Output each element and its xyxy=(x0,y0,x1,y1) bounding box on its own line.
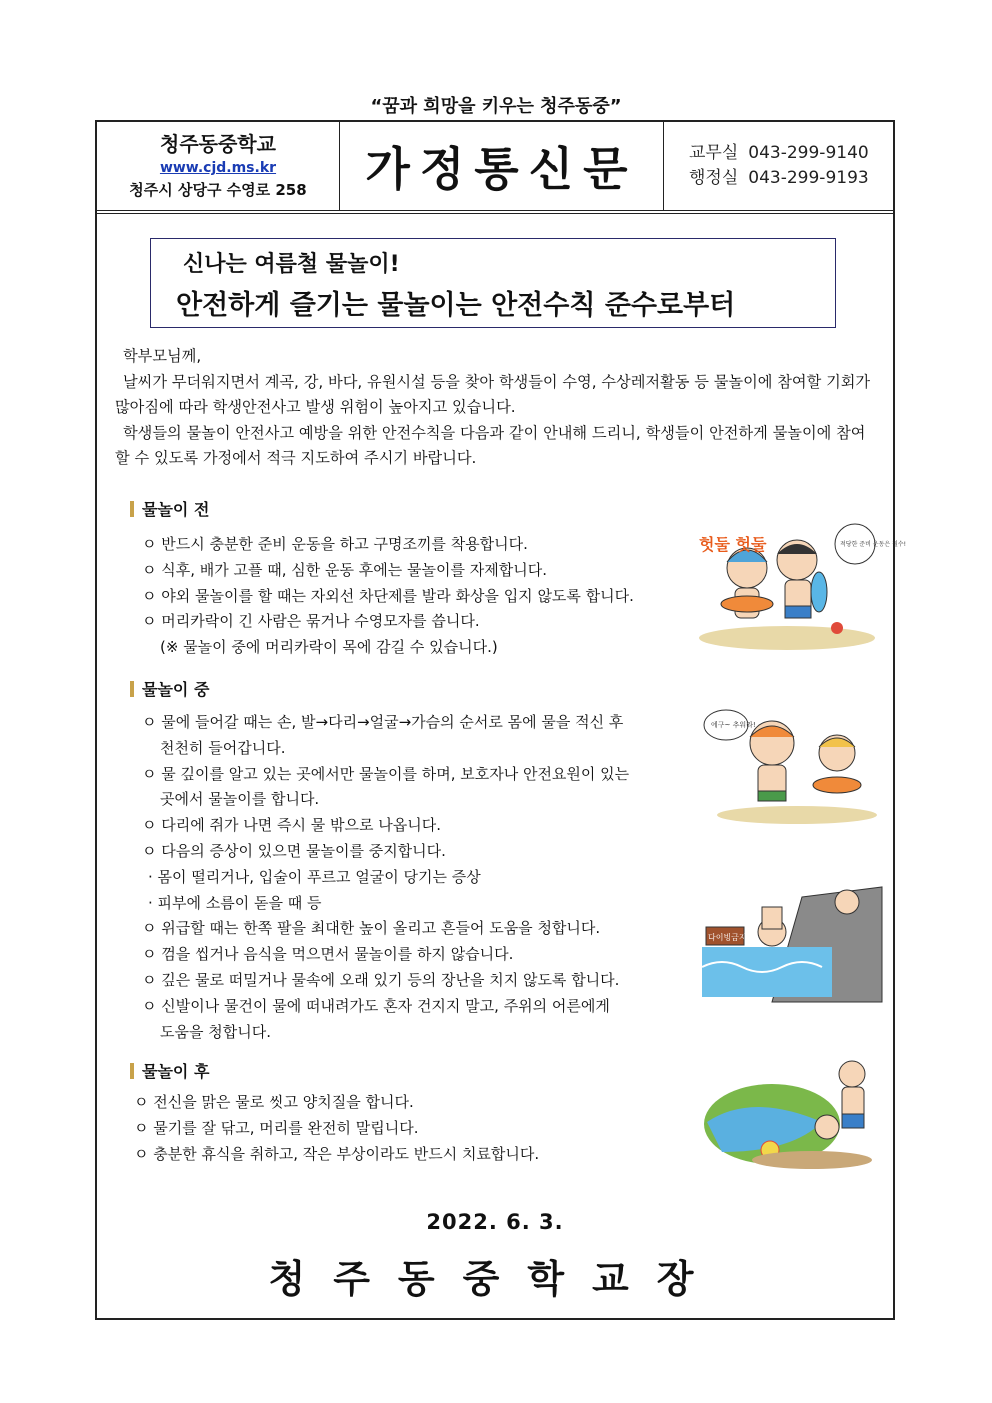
sub-item: · 피부에 소름이 돋을 때 등 xyxy=(148,893,322,912)
list-item-cont: 곳에서 물놀이를 합니다. xyxy=(160,790,320,809)
phone-number: 043-299-9193 xyxy=(748,168,869,188)
title-cell xyxy=(340,122,664,210)
list-item: ㅇ 위급할 때는 한쪽 팔을 최대한 높이 올리고 흔들어 도움을 청합니다. xyxy=(142,919,601,938)
list-item: ㅇ 반드시 충분한 준비 운동을 하고 구명조끼를 착용합니다. xyxy=(142,535,528,553)
list-item: ㅇ 신발이나 물건이 물에 떠내려가도 혼자 건지지 말고, 주위의 어른에게 xyxy=(142,996,610,1015)
school-info xyxy=(97,122,340,210)
list-item: ㅇ 머리카락이 긴 사람은 묶거나 수영모자를 씁니다. xyxy=(142,612,480,631)
section-after-title: 물놀이 후 xyxy=(130,1059,209,1082)
section-during-title: 물놀이 중 xyxy=(130,677,209,700)
intro-paragraph: 할 수 있도록 가정에서 적극 지도하여 주시기 바랍니다. xyxy=(115,449,477,467)
greeting: 학부모님께, xyxy=(123,347,202,365)
stretching-kids-illustration xyxy=(697,520,907,650)
headline-line2: 안전하게 즐기는 물놀이는 안전수칙 준수로부터 xyxy=(176,290,736,321)
cold-kids-illustration xyxy=(702,707,882,825)
headline-line1: 신나는 여름철 물놀이! xyxy=(183,252,400,277)
list-item: ㅇ 전신을 맑은 물로 씻고 양치질을 합니다. xyxy=(134,1093,414,1111)
contact-info xyxy=(664,122,893,210)
riverside-kids-illustration xyxy=(702,1052,882,1170)
section-after-list xyxy=(134,1090,539,1167)
school-address: 청주시 상당구 수영로 258 xyxy=(129,181,307,199)
list-note: (※ 물놀이 중에 머리카락이 목에 감길 수 있습니다.) xyxy=(160,638,498,657)
diving-warning-illustration xyxy=(702,877,882,1002)
headline-box xyxy=(150,238,836,328)
newsletter-frame xyxy=(95,120,907,1320)
list-item: ㅇ 식후, 배가 고플 때, 심한 운동 후에는 물놀이를 자제합니다. xyxy=(142,560,547,579)
intro-paragraph: 날씨가 무더워지면서 계곡, 강, 바다, 유원시설 등을 찾아 학생들이 수영, 수상레저활동 등 물놀이에 참여할 기회가 xyxy=(123,372,871,391)
phone-admin xyxy=(689,166,893,191)
header xyxy=(97,122,893,211)
list-item-cont: 도움을 청합니다. xyxy=(160,1022,271,1041)
website-link[interactable]: www.cjd.ms.kr xyxy=(159,160,277,176)
list-item: ㅇ 다리에 쥐가 나면 즉시 물 밖으로 나옵니다. xyxy=(142,816,441,835)
phone-label: 교무실 xyxy=(689,143,739,163)
list-item-cont: 천천히 들어갑니다. xyxy=(160,738,286,757)
list-item: ㅇ 충분한 휴식을 취하고, 작은 부상이라도 반드시 치료합니다. xyxy=(134,1144,540,1163)
list-item: ㅇ 다음의 증상이 있으면 물놀이를 중지합니다. xyxy=(142,841,446,860)
issue-date: 2022. 6. 3. xyxy=(426,1210,564,1234)
list-item: ㅇ 깊은 물로 떠밀거나 물속에 오래 있기 등의 장난을 치지 않도록 합니다. xyxy=(142,970,620,989)
phone-number: 043-299-9140 xyxy=(748,143,869,163)
intro-paragraph: 많아짐에 따라 학생안전사고 발생 위험이 높아지고 있습니다. xyxy=(115,398,516,416)
page-title: 가정통신문 xyxy=(365,142,638,196)
phone-label: 행정실 xyxy=(689,168,739,188)
section-before-title: 물놀이 전 xyxy=(130,497,209,520)
list-item: ㅇ 물 깊이를 알고 있는 곳에서만 물놀이를 하며, 보호자나 안전요원이 있는 xyxy=(142,764,630,783)
intro-text xyxy=(115,344,885,472)
school-name: 청주동중학교 xyxy=(160,132,276,156)
list-item: ㅇ 껌을 씹거나 음식을 먹으면서 물놀이를 하지 않습니다. xyxy=(142,945,514,964)
section-during-list xyxy=(142,710,629,1045)
bubble-text: 에구~ 추워라! xyxy=(711,721,756,729)
sub-item: · 몸이 떨리거나, 입술이 푸르고 얼굴이 당기는 증상 xyxy=(148,867,481,886)
bubble-text: 적당한 준비 운동은 필수! xyxy=(840,541,907,548)
phone-academic xyxy=(689,141,893,166)
list-item: ㅇ 물에 들어갈 때는 손, 발→다리→얼굴→가슴의 순서로 몸에 물을 적신 후 xyxy=(142,713,624,731)
shout-text: 헛둘 헛둘 xyxy=(699,535,767,554)
list-item: ㅇ 물기를 잘 닦고, 머리를 완전히 말립니다. xyxy=(134,1118,419,1137)
motto: “꿈과 희망을 키우는 청주동중” xyxy=(370,96,622,117)
principal-signature: 청주동중학교장 xyxy=(268,1256,722,1301)
intro-paragraph: 학생들의 물놀이 안전사고 예방을 위한 안전수칙을 다음과 같이 안내해 드리니, 학생들이 안전하게 물놀이에 참여 xyxy=(123,423,866,442)
header-divider xyxy=(97,213,893,214)
list-item: ㅇ 야외 물놀이를 할 때는 자외선 차단제를 발라 화상을 입지 않도록 합니다. xyxy=(142,586,634,605)
sign-text: 다이빙금지 xyxy=(708,933,747,942)
section-before-list xyxy=(142,532,634,661)
